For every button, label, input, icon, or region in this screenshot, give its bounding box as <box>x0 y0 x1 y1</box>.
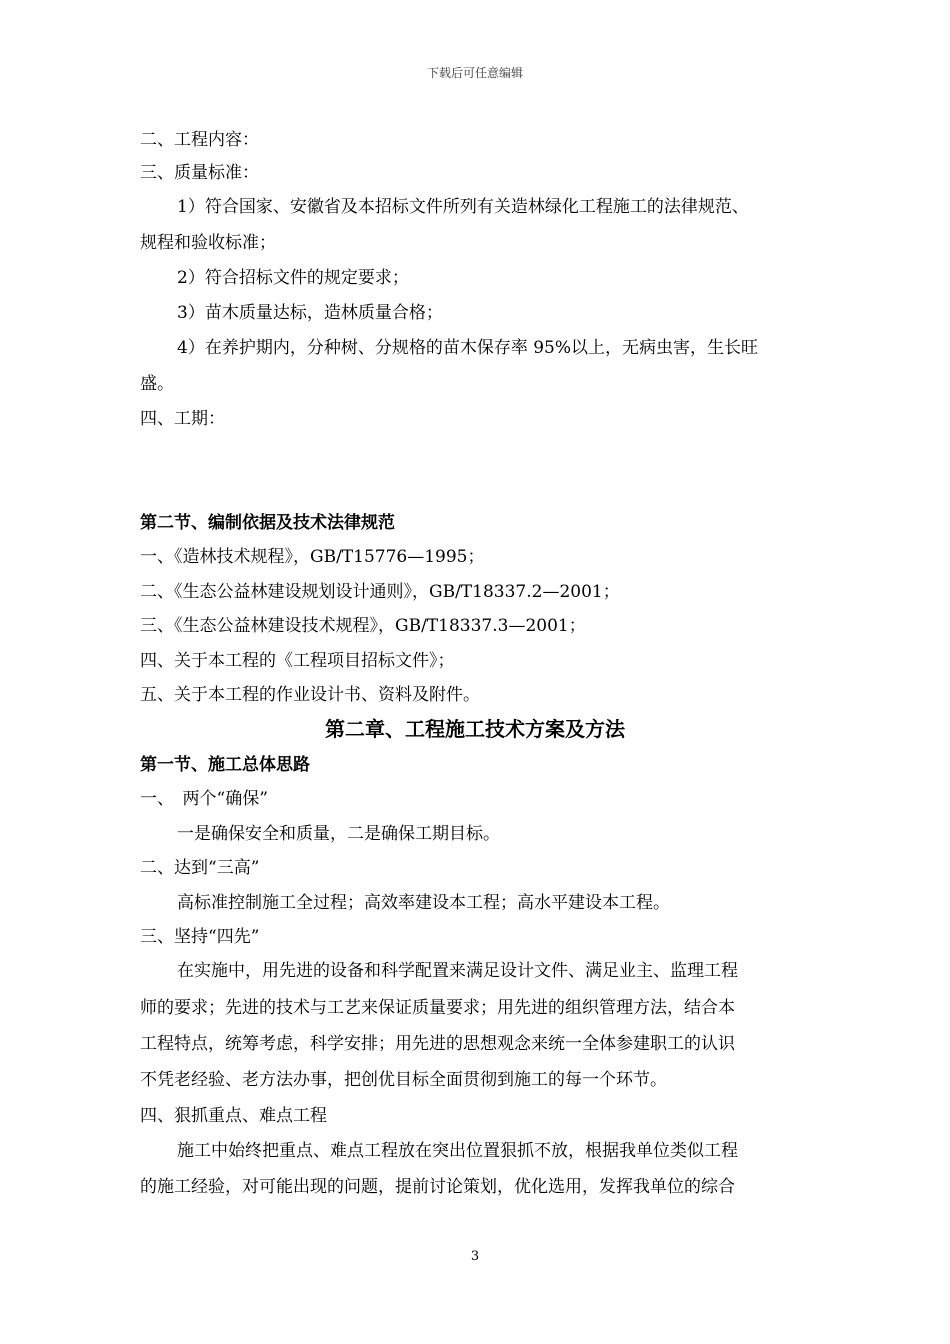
section-heading: 第一节、施工总体思路 <box>140 755 310 775</box>
text-line: 1）符合国家、安徽省及本招标文件所列有关造林绿化工程施工的法律规范、 <box>177 197 749 217</box>
text-line: 五、关于本工程的作业设计书、资料及附件。 <box>140 685 480 705</box>
text-line: 在实施中，用先进的设备和科学配置来满足设计文件、满足业主、监理工程 <box>177 961 738 981</box>
text-line: 四、狠抓重点、难点工程 <box>140 1106 327 1126</box>
page-header: 下载后可任意编辑 <box>426 66 523 80</box>
text-line: 高标准控制施工全过程；高效率建设本工程；高水平建设本工程。 <box>177 893 670 913</box>
text-line: 4）在养护期内，分种树、分规格的苗木保存率 95%以上，无病虫害，生长旺 <box>177 338 759 358</box>
text-line: 的施工经验，对可能出现的问题，提前讨论策划，优化选用，发挥我单位的综合 <box>140 1177 735 1197</box>
chapter-title: 第二章、工程施工技术方案及方法 <box>325 717 625 741</box>
text-line: 四、工期： <box>140 409 225 429</box>
text-line: 二、达到“三高” <box>140 858 260 878</box>
text-line: 三、坚持“四先” <box>140 927 260 947</box>
text-line: 施工中始终把重点、难点工程放在突出位置狠抓不放，根据我单位类似工程 <box>177 1141 738 1161</box>
text-line: 三、《生态公益林建设技术规程》，GB/T18337.3—2001； <box>140 616 586 636</box>
text-line: 工程特点，统筹考虑，科学安排；用先进的思想观念来统一全体参建职工的认识 <box>140 1034 735 1054</box>
text-line: 二、《生态公益林建设规划设计通则》，GB/T18337.2—2001； <box>140 582 620 602</box>
text-line: 规程和验收标准； <box>140 233 276 253</box>
text-line: 不凭老经验、老方法办事，把创优目标全面贯彻到施工的每一个环节。 <box>140 1070 667 1090</box>
section-heading: 第二节、编制依据及技术法律规范 <box>140 513 395 533</box>
text-line: 3）苗木质量达标，造林质量合格； <box>177 303 443 323</box>
text-line: 一、《造林技术规程》，GB/T15776—1995； <box>140 547 485 567</box>
text-line: 一是确保安全和质量，二是确保工期目标。 <box>177 824 500 844</box>
text-line: 一、 两个“确保” <box>140 789 268 809</box>
text-line: 四、关于本工程的《工程项目招标文件》； <box>140 651 455 671</box>
text-line: 二、工程内容： <box>140 130 259 150</box>
text-line: 盛。 <box>140 374 174 394</box>
text-line: 2）符合招标文件的规定要求； <box>177 268 409 288</box>
page-number: 3 <box>470 1249 480 1264</box>
text-line: 三、质量标准： <box>140 163 259 183</box>
text-line: 师的要求；先进的技术与工艺来保证质量要求；用先进的组织管理方法，结合本 <box>140 998 735 1018</box>
